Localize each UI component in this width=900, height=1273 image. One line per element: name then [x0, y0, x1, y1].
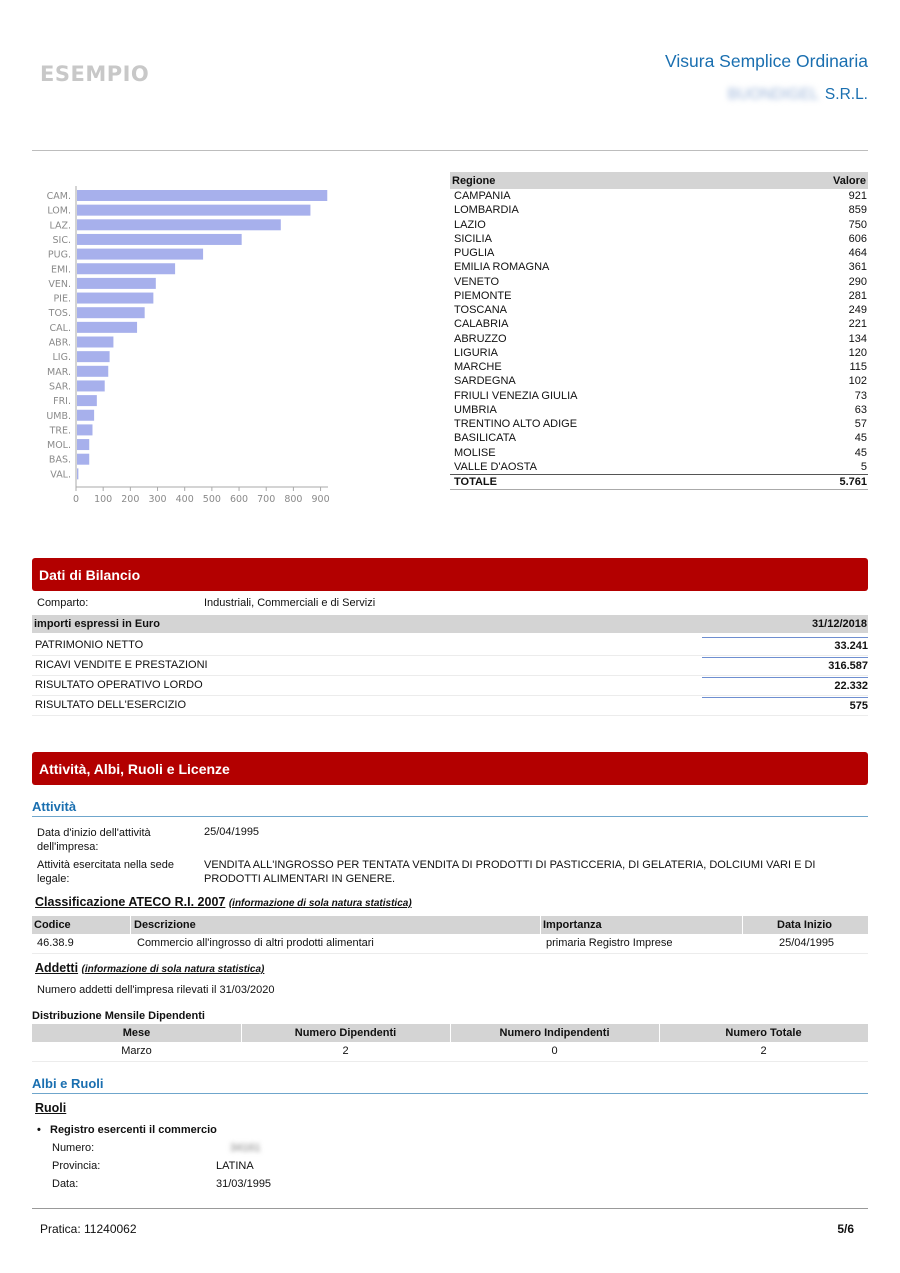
attivita-subtitle: Attività: [32, 799, 868, 817]
ateco-title-text: Classificazione ATECO R.I. 2007: [35, 895, 226, 909]
ruoli-title-text: Ruoli: [35, 1101, 67, 1115]
chart-category-label: LAZ.: [49, 220, 71, 232]
region-row: [450, 260, 868, 274]
comparto-value: Industriali, Commerciali e di Servizi: [204, 597, 376, 609]
region-value: 859: [848, 204, 867, 217]
region-bar-chart: [30, 180, 340, 523]
region-value: 115: [849, 361, 867, 374]
region-value: 57: [854, 418, 867, 431]
chart-category-label: PIE.: [53, 293, 71, 305]
region-name: CAMPANIA: [454, 190, 511, 203]
region-name: TRENTINO ALTO ADIGE: [454, 418, 578, 431]
region-value: 221: [848, 318, 867, 331]
region-value: 102: [848, 375, 867, 388]
region-value: 281: [848, 289, 867, 302]
bilancio-row: [32, 656, 868, 676]
bilancio-row: [32, 696, 868, 716]
bilancio-item-name: RISULTATO OPERATIVO LORDO: [35, 679, 203, 691]
chart-x-tick-label: 600: [229, 494, 249, 505]
region-name: MARCHE: [454, 361, 502, 374]
region-value: 290: [848, 275, 867, 288]
chart-category-label: LOM.: [47, 205, 71, 217]
region-value: 606: [848, 232, 867, 245]
chart-category-label: SIC.: [52, 234, 71, 246]
region-name: PUGLIA: [454, 247, 495, 260]
region-value: 361: [848, 261, 867, 274]
ateco-data-inizio: 25/04/1995: [779, 937, 835, 949]
chart-category-label: BAS.: [48, 454, 71, 466]
section-bilancio-header: Dati di Bilancio: [32, 558, 868, 591]
chart-category-label: CAM.: [46, 191, 71, 202]
region-row: [450, 417, 868, 431]
ateco-col-data-inizio: Data Inizio: [777, 919, 833, 931]
watermark: ESEMPIO: [40, 62, 150, 86]
chart-bar: [77, 410, 94, 421]
chart-bar: [77, 234, 242, 245]
ateco-col-importanza: Importanza: [543, 919, 602, 931]
region-row: [450, 332, 868, 346]
region-value: 249: [848, 304, 867, 317]
distrib-title-text: Distribuzione Mensile Dipendenti: [32, 1010, 205, 1022]
distrib-indipendenti: 0: [551, 1045, 558, 1057]
distrib-totale: 2: [760, 1045, 767, 1057]
region-total-row: [450, 474, 868, 489]
chart-category-label: LIG.: [52, 352, 71, 364]
col-divider: [450, 1024, 451, 1042]
chart-category-label: SAR.: [49, 381, 71, 393]
total-label: TOTALE: [450, 474, 775, 489]
bilancio-head-label: importi espressi in Euro: [34, 618, 160, 630]
region-name: CALABRIA: [454, 318, 509, 331]
region-name: EMILIA ROMAGNA: [454, 261, 550, 274]
ateco-table-header: [32, 916, 868, 934]
region-value: 5: [860, 460, 867, 473]
region-name: PIEMONTE: [454, 289, 512, 302]
section-attivita-header: Attività, Albi, Ruoli e Licenze: [32, 752, 868, 785]
region-row: [450, 232, 868, 246]
ateco-descrizione: Commercio all'ingrosso di altri prodotti alimentari: [137, 937, 374, 949]
ateco-col-codice: Codice: [34, 919, 71, 931]
chart-bar: [77, 307, 145, 318]
company-suffix: S.R.L.: [824, 86, 868, 103]
chart-bar: [77, 337, 113, 348]
bilancio-item-name: PATRIMONIO NETTO: [35, 639, 144, 651]
ateco-note: (informazione di sola natura statistica): [228, 898, 412, 909]
provincia-value: LATINA: [216, 1160, 254, 1172]
region-name: FRIULI VENEZIA GIULIA: [454, 389, 578, 402]
chart-category-label: FRI.: [53, 396, 71, 408]
region-row: [450, 246, 868, 260]
addetti-title-text: Addetti: [35, 961, 79, 975]
company-name: [728, 86, 868, 104]
region-value: 45: [854, 432, 867, 445]
bilancio-row: [32, 676, 868, 696]
distrib-col-indipendenti: Numero Indipendenti: [499, 1027, 610, 1039]
region-name: SICILIA: [454, 232, 492, 245]
chart-bar: [77, 322, 137, 333]
region-name: TOSCANA: [454, 304, 507, 317]
col-divider: [130, 916, 131, 934]
ateco-table-row: [32, 936, 868, 954]
numero-label: Numero:: [52, 1142, 95, 1154]
region-row: [450, 360, 868, 374]
chart-x-tick-label: 500: [202, 494, 221, 505]
chart-category-label: PUG.: [47, 249, 71, 261]
distrib-col-mese: Mese: [122, 1027, 151, 1039]
region-value: 45: [854, 446, 867, 459]
bilancio-item-value: 33.241: [702, 637, 868, 652]
chart-x-tick-label: 700: [257, 494, 276, 505]
pratica-number: Pratica: 11240062: [40, 1222, 137, 1236]
ruoli-title: [35, 1101, 66, 1115]
region-row: [450, 317, 868, 331]
chart-category-label: EMI.: [50, 264, 71, 276]
region-row: [450, 460, 868, 475]
region-name: LOMBARDIA: [454, 204, 519, 217]
company-name-redacted: BUONDIGEL: [727, 86, 819, 103]
region-row: [450, 303, 868, 317]
registro-title: Registro esercenti il commercio: [50, 1124, 217, 1136]
data-inizio-value: 25/04/1995: [204, 826, 260, 838]
bilancio-item-name: RICAVI VENDITE E PRESTAZIONI: [35, 659, 208, 671]
chart-bar: [77, 219, 281, 230]
region-name: VALLE D'AOSTA: [454, 460, 537, 473]
page-number: 5/6: [837, 1222, 854, 1236]
col-divider: [540, 916, 541, 934]
bilancio-item-value: 316.587: [702, 657, 868, 672]
chart-x-tick-label: 400: [175, 494, 194, 505]
ateco-title: [35, 895, 412, 909]
data-inizio-label: Data d'inizio dell'attività dell'impresa:: [37, 827, 151, 853]
data-label: Data:: [52, 1178, 79, 1190]
region-name: LIGURIA: [454, 346, 499, 359]
col-regione: Regione: [450, 172, 775, 189]
chart-category-label: ABR.: [48, 337, 71, 349]
region-name: LAZIO: [454, 218, 486, 231]
ateco-importanza: primaria Registro Imprese: [546, 937, 673, 949]
addetti-note: (informazione di sola natura statistica): [81, 964, 265, 975]
distrib-col-totale: Numero Totale: [725, 1027, 802, 1039]
chart-x-tick-label: 0: [72, 494, 80, 505]
region-name: ABRUZZO: [454, 332, 507, 345]
region-name: MOLISE: [454, 446, 496, 459]
addetti-text: Numero addetti dell'impresa rilevati il 31/03/2020: [37, 984, 275, 996]
region-table: [450, 172, 868, 490]
chart-bar: [77, 424, 92, 435]
chart-bar: [77, 293, 153, 304]
chart-bar: [77, 380, 105, 391]
region-row: [450, 203, 868, 217]
region-value: 134: [848, 332, 867, 345]
chart-bar: [77, 454, 89, 465]
col-divider: [241, 1024, 242, 1042]
bilancio-item-value: 575: [702, 697, 868, 712]
chart-bar: [77, 468, 78, 479]
bilancio-row: [32, 636, 868, 656]
bilancio-item-name: RISULTATO DELL'ESERCIZIO: [35, 699, 187, 711]
chart-category-label: CAL.: [49, 322, 71, 334]
region-value: 63: [854, 403, 867, 416]
region-row: [450, 389, 868, 403]
region-row: [450, 289, 868, 303]
chart-bar: [77, 263, 175, 274]
region-name: SARDEGNA: [454, 375, 516, 388]
chart-category-label: VAL.: [50, 469, 71, 481]
ateco-codice: 46.38.9: [37, 937, 74, 949]
chart-category-label: MOL.: [47, 440, 71, 452]
region-row: [450, 346, 868, 360]
header-divider: [32, 150, 868, 151]
chart-x-tick-label: 200: [121, 494, 140, 505]
region-value: 120: [848, 346, 867, 359]
chart-svg: [30, 180, 340, 520]
region-table-header: [450, 172, 868, 189]
data-value: 31/03/1995: [216, 1178, 272, 1190]
chart-x-tick-label: 300: [148, 494, 167, 505]
chart-category-label: TOS.: [48, 308, 71, 320]
region-row: [450, 275, 868, 289]
chart-category-label: VEN.: [48, 278, 71, 290]
distrib-table-row: [32, 1044, 868, 1062]
ateco-col-descrizione: Descrizione: [134, 919, 196, 931]
chart-bar: [77, 439, 89, 450]
region-value: 73: [854, 389, 867, 402]
region-row: [450, 446, 868, 460]
chart-x-tick-label: 100: [94, 494, 113, 505]
region-row: [450, 374, 868, 388]
bullet-icon: •: [37, 1124, 41, 1136]
chart-category-label: MAR.: [47, 366, 71, 378]
chart-x-tick-label: 900: [311, 494, 330, 505]
region-row: [450, 218, 868, 232]
col-valore: Valore: [775, 172, 868, 189]
albi-subtitle: Albi e Ruoli: [32, 1076, 868, 1094]
region-row: [450, 431, 868, 445]
addetti-title: [35, 961, 264, 975]
region-row: [450, 403, 868, 417]
distrib-dipendenti: 2: [342, 1045, 349, 1057]
chart-bar: [77, 190, 327, 201]
region-name: BASILICATA: [454, 432, 516, 445]
attivita-esercitata-label: Attività esercitata nella sede legale:: [37, 859, 174, 885]
region-row: [450, 189, 868, 203]
region-value: 750: [848, 218, 867, 231]
numero-value-redacted: 34161: [230, 1142, 261, 1154]
bilancio-head-date: 31/12/2018: [811, 618, 867, 630]
chart-x-tick-label: 800: [284, 494, 303, 505]
distrib-mese: Marzo: [121, 1045, 152, 1057]
document-title: Visura Semplice Ordinaria: [665, 51, 868, 71]
distrib-col-dipendenti: Numero Dipendenti: [294, 1027, 397, 1039]
footer-divider: [32, 1208, 868, 1209]
provincia-label: Provincia:: [52, 1160, 101, 1172]
chart-bar: [77, 366, 108, 377]
region-name: VENETO: [454, 275, 500, 288]
total-value: 5.761: [775, 474, 868, 489]
comparto-label: Comparto:: [37, 597, 89, 609]
chart-bar: [77, 249, 203, 260]
distrib-table-header: [32, 1024, 868, 1042]
chart-category-label: TRE.: [49, 425, 71, 437]
region-value: 921: [848, 190, 867, 203]
region-name: UMBRIA: [454, 403, 497, 416]
chart-bar: [77, 278, 156, 289]
chart-category-label: UMB.: [46, 410, 71, 422]
region-value: 464: [848, 247, 867, 260]
chart-bar: [77, 395, 97, 406]
chart-bar: [77, 351, 110, 362]
bilancio-table-header: [32, 615, 868, 633]
col-divider: [659, 1024, 660, 1042]
col-divider: [742, 916, 743, 934]
attivita-esercitata-value: VENDITA ALL'INGROSSO PER TENTATA VENDITA DI PRODOTTI DI PASTICCERIA, DI GELATERIA, DOLCIUMI VARI E DI PRODOTTI ALIMENTARI IN GENERE.: [204, 859, 816, 885]
bilancio-item-value: 22.332: [702, 677, 868, 692]
chart-bar: [77, 205, 310, 216]
